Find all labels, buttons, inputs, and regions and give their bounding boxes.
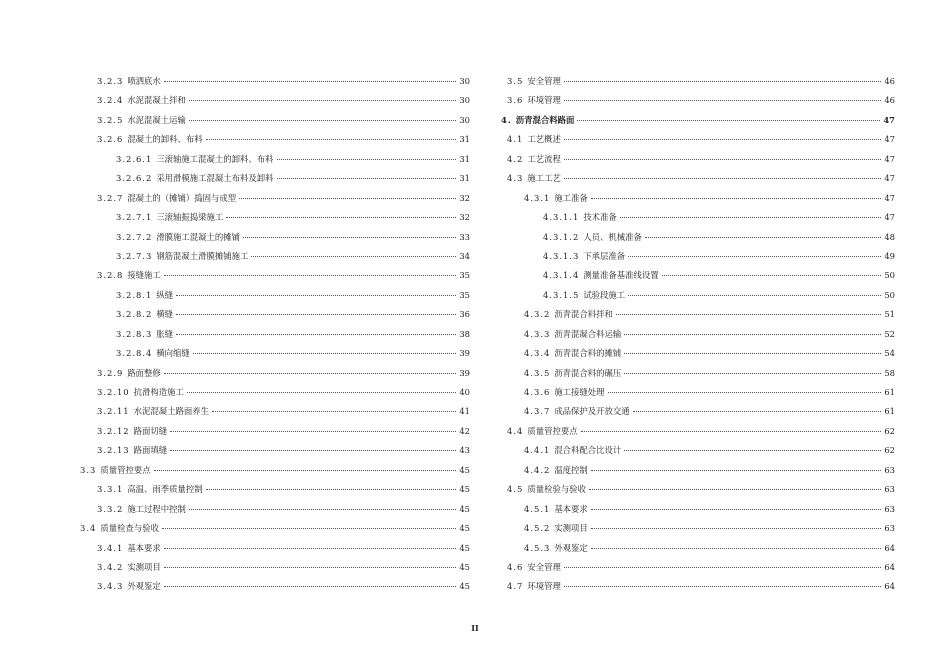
toc-entry-number: 4.1 xyxy=(507,134,524,145)
toc-entry-number: 3.2.11 xyxy=(97,406,130,417)
toc-entry[interactable] xyxy=(70,91,470,110)
toc-entry-title: 路面切缝 xyxy=(133,425,168,436)
toc-entry-number: 3.2.5 xyxy=(97,114,124,125)
toc-entry[interactable] xyxy=(497,208,895,227)
toc-entry-number: 3.2.3 xyxy=(97,76,124,86)
toc-entry-page: 31 xyxy=(459,134,470,145)
toc-entry-number: 3.3.1 xyxy=(97,484,124,495)
dot-leader xyxy=(154,469,457,471)
toc-entry[interactable] xyxy=(70,247,470,266)
toc-entry[interactable] xyxy=(497,189,895,208)
toc-entry-title: 质量检查与验收 xyxy=(100,523,159,534)
toc-entry-page: 61 xyxy=(884,406,895,417)
toc-entry-page: 64 xyxy=(884,581,895,592)
toc-entry-number: 4.2 xyxy=(507,153,524,164)
toc-entry[interactable] xyxy=(70,228,470,247)
toc-entry-title: 工艺流程 xyxy=(527,153,561,164)
toc-entry-number: 4.3.1.4 xyxy=(543,270,580,281)
toc-entry-number: 3.2.6.2 xyxy=(116,173,153,184)
dot-leader xyxy=(564,138,882,140)
toc-entry-page: 63 xyxy=(884,523,895,534)
toc-entry-title: 施工准备 xyxy=(554,192,588,203)
toc-entry[interactable] xyxy=(70,150,470,169)
toc-entry[interactable] xyxy=(70,461,470,480)
toc-entry-number: 3.2.8.2 xyxy=(116,309,153,320)
toc-entry[interactable] xyxy=(70,325,470,344)
dot-leader xyxy=(243,236,456,238)
dot-leader xyxy=(164,547,457,549)
toc-entry[interactable] xyxy=(497,130,895,149)
toc-entry-page: 63 xyxy=(884,484,895,495)
toc-entry-page: 45 xyxy=(459,542,470,553)
toc-entry-title: 喷洒底水 xyxy=(127,76,161,86)
toc-entry-page: 61 xyxy=(884,387,895,397)
toc-entry-page: 47 xyxy=(884,134,895,145)
toc-entry[interactable] xyxy=(497,305,895,324)
toc-entry-title: 安全管理 xyxy=(527,561,561,572)
toc-entry-number: 3.2.8.4 xyxy=(116,348,153,359)
toc-entry[interactable] xyxy=(70,402,470,421)
toc-entry-number: 4.5.2 xyxy=(524,523,551,534)
toc-entry[interactable] xyxy=(497,441,895,460)
toc-entry-number: 3.2.12 xyxy=(97,425,130,436)
dot-leader xyxy=(189,99,456,101)
toc-entry-number: 4.3.2 xyxy=(524,309,551,320)
toc-entry-number: 3.4.2 xyxy=(97,561,124,572)
toc-entry[interactable] xyxy=(497,91,895,110)
toc-entry-page: 51 xyxy=(884,309,895,320)
toc-entry-title: 质量管控要点 xyxy=(100,464,151,475)
toc-entry-page: 50 xyxy=(884,289,895,300)
dot-leader xyxy=(206,488,457,490)
toc-entry-title: 三滚轴振捣梁施工 xyxy=(156,212,224,223)
toc-entry-page: 63 xyxy=(884,503,895,514)
dot-leader xyxy=(162,527,456,529)
dot-leader xyxy=(176,294,456,296)
toc-entry[interactable] xyxy=(497,286,895,305)
toc-entry-title: 外观鉴定 xyxy=(127,581,161,592)
dot-leader xyxy=(564,158,882,160)
toc-entry-number: 3.2.9 xyxy=(97,367,124,378)
toc-entry-page: 39 xyxy=(459,348,470,359)
toc-entry[interactable] xyxy=(497,577,895,596)
dot-leader xyxy=(170,430,456,432)
toc-entry-number: 4.3.5 xyxy=(524,367,551,378)
dot-leader xyxy=(193,352,457,354)
toc-entry-number: 4.3.6 xyxy=(524,387,551,397)
toc-entry-page: 41 xyxy=(459,406,470,417)
toc-entry-page: 62 xyxy=(884,445,895,456)
toc-entry-title: 路面整修 xyxy=(127,367,161,378)
dot-leader xyxy=(176,313,456,315)
toc-entry[interactable] xyxy=(497,500,895,519)
toc-entry[interactable] xyxy=(497,422,895,441)
toc-entry-page: 36 xyxy=(459,309,470,320)
toc-entry-number: 3.2.13 xyxy=(97,445,130,456)
dot-leader xyxy=(645,236,881,238)
toc-entry[interactable] xyxy=(497,325,895,344)
dot-leader xyxy=(624,333,881,335)
toc-entry-number: 4.3.1.5 xyxy=(543,289,580,300)
toc-entry-title: 试验段施工 xyxy=(583,289,626,300)
toc-entry[interactable] xyxy=(497,111,895,130)
dot-leader xyxy=(226,216,456,218)
toc-entry-number: 4.4.1 xyxy=(524,445,551,456)
dot-leader xyxy=(591,508,882,510)
toc-entry-page: 30 xyxy=(459,95,470,106)
footer-page-number: II xyxy=(471,623,479,633)
toc-entry-number: 4.5.3 xyxy=(524,542,551,553)
dot-leader xyxy=(189,508,456,510)
toc-entry[interactable] xyxy=(70,72,470,91)
toc-entry-page: 34 xyxy=(459,250,470,261)
toc-entry-number: 3.3.2 xyxy=(97,503,124,514)
toc-entry[interactable] xyxy=(70,422,470,441)
toc-entry-page: 46 xyxy=(884,76,895,86)
toc-entry-page: 58 xyxy=(884,367,895,378)
toc-entry-title: 施工工艺 xyxy=(527,173,561,184)
dot-leader xyxy=(189,119,456,121)
toc-entry-number: 4.6 xyxy=(507,561,524,572)
toc-entry-number: 4.3.7 xyxy=(524,406,551,417)
toc-entry-page: 52 xyxy=(884,328,895,339)
toc-entry-page: 31 xyxy=(459,153,470,164)
toc-entry[interactable] xyxy=(497,344,895,363)
toc-entry[interactable] xyxy=(70,111,470,130)
toc-entry[interactable] xyxy=(497,72,895,91)
toc-entry-page: 35 xyxy=(459,270,470,281)
toc-entry-page: 47 xyxy=(884,192,895,203)
toc-entry[interactable] xyxy=(497,402,895,421)
toc-entry-number: 4.3 xyxy=(507,173,524,184)
dot-leader xyxy=(628,255,881,257)
dot-leader xyxy=(164,372,457,374)
dot-leader xyxy=(624,372,881,374)
toc-entry-page: 47 xyxy=(883,114,895,125)
toc-entry-page: 49 xyxy=(884,250,895,261)
toc-entry-title: 实测项目 xyxy=(127,561,161,572)
dot-leader xyxy=(591,469,882,471)
toc-entry-page: 45 xyxy=(459,523,470,534)
toc-entry-page: 30 xyxy=(459,76,470,86)
toc-entry[interactable] xyxy=(497,558,895,577)
dot-leader xyxy=(620,216,882,218)
toc-entry-number: 3.2.8.3 xyxy=(116,328,153,339)
toc-entry[interactable] xyxy=(70,344,470,363)
toc-entry[interactable] xyxy=(70,558,470,577)
toc-right-column xyxy=(497,72,895,597)
toc-entry-title: 环境管理 xyxy=(527,581,561,592)
toc-entry-title: 施工过程中控制 xyxy=(127,503,186,514)
toc-entry-number: 4.4 xyxy=(507,425,524,436)
dot-leader xyxy=(589,488,881,490)
toc-entry-page: 42 xyxy=(459,425,470,436)
toc-entry[interactable] xyxy=(70,480,470,499)
toc-entry-page: 31 xyxy=(459,173,470,184)
toc-entry-page: 43 xyxy=(459,445,470,456)
toc-entry[interactable] xyxy=(70,383,470,402)
dot-leader xyxy=(564,177,882,179)
dot-leader xyxy=(564,566,882,568)
toc-entry[interactable] xyxy=(497,247,895,266)
toc-entry[interactable] xyxy=(497,364,895,383)
toc-entry[interactable] xyxy=(70,208,470,227)
toc-entry[interactable] xyxy=(70,130,470,149)
toc-entry-title: 接缝施工 xyxy=(127,270,161,281)
toc-entry-number: 3.2.7 xyxy=(97,192,124,203)
toc-entry-title: 温度控制 xyxy=(554,464,588,475)
dot-leader xyxy=(206,138,457,140)
dot-leader xyxy=(633,410,882,412)
dot-leader xyxy=(176,333,456,335)
toc-entry-number: 3.2.7.2 xyxy=(116,231,153,242)
toc-entry-title: 横缝 xyxy=(156,309,174,320)
toc-entry[interactable] xyxy=(70,364,470,383)
toc-entry-page: 30 xyxy=(459,114,470,125)
toc-entry-number: 3.2.6.1 xyxy=(116,153,153,164)
dot-leader xyxy=(608,391,882,393)
toc-entry-page: 45 xyxy=(459,464,470,475)
toc-entry-page: 47 xyxy=(884,153,895,164)
toc-entry[interactable] xyxy=(70,305,470,324)
toc-entry-page: 33 xyxy=(459,231,470,242)
toc-entry-number: 3.2.7.3 xyxy=(116,250,153,261)
toc-entry-number: 4.3.4 xyxy=(524,348,551,359)
toc-entry-page: 45 xyxy=(459,581,470,592)
toc-entry-page: 45 xyxy=(459,561,470,572)
dot-leader xyxy=(170,449,456,451)
toc-entry-number: 4. xyxy=(501,114,512,125)
toc-entry[interactable] xyxy=(497,519,895,538)
toc-entry-title: 施工接缝处理 xyxy=(554,387,605,397)
toc-entry-number: 4.3.1.1 xyxy=(543,212,580,223)
toc-entry-page: 48 xyxy=(884,231,895,242)
toc-entry-title: 纵缝 xyxy=(156,289,174,300)
toc-entry-title: 质量管控要点 xyxy=(527,425,578,436)
toc-entry-number: 4.3.3 xyxy=(524,328,551,339)
toc-entry-title: 横向缩缝 xyxy=(156,348,190,359)
toc-entry[interactable] xyxy=(70,286,470,305)
toc-entry-title: 实测项目 xyxy=(554,523,588,534)
toc-entry-page: 35 xyxy=(459,289,470,300)
toc-entry-number: 3.4.1 xyxy=(97,542,124,553)
toc-left-column xyxy=(70,72,470,597)
toc-entry-number: 3.2.4 xyxy=(97,95,124,106)
toc-entry[interactable] xyxy=(70,539,470,558)
dot-leader xyxy=(624,449,881,451)
toc-entry-page: 47 xyxy=(884,173,895,184)
toc-entry-number: 3.2.8.1 xyxy=(116,289,153,300)
toc-entry-title: 技术准备 xyxy=(583,212,617,223)
toc-entry-number: 3.6 xyxy=(507,95,524,106)
toc-entry-title: 基本要求 xyxy=(127,542,161,553)
toc-entry-number: 4.7 xyxy=(507,581,524,592)
toc-entry[interactable] xyxy=(497,480,895,499)
toc-entry-number: 4.3.1 xyxy=(524,192,551,203)
toc-entry-number: 3.2.8 xyxy=(97,270,124,281)
dot-leader xyxy=(164,585,457,587)
toc-entry-number: 4.3.1.3 xyxy=(543,250,580,261)
toc-entry-page: 46 xyxy=(884,95,895,106)
dot-leader xyxy=(564,80,882,82)
dot-leader xyxy=(251,255,456,257)
toc-entry-title: 混合料配合比设计 xyxy=(554,445,622,456)
toc-entry-title: 外观鉴定 xyxy=(554,542,588,553)
toc-entry-title: 胀缝 xyxy=(156,328,174,339)
dot-leader xyxy=(277,177,457,179)
toc-entry-number: 4.5.1 xyxy=(524,503,551,514)
toc-entry[interactable] xyxy=(497,228,895,247)
toc-entry-title: 人员、机械准备 xyxy=(583,231,642,242)
toc-entry-number: 3.5 xyxy=(507,76,524,86)
toc-entry-page: 32 xyxy=(459,192,470,203)
toc-entry-title: 沥青混合料的碾压 xyxy=(554,367,622,378)
toc-entry-title: 钢筋混凝土滑膜摊铺施工 xyxy=(156,250,249,261)
toc-entry[interactable] xyxy=(70,519,470,538)
toc-entry-title: 路面填缝 xyxy=(133,445,168,456)
toc-entry-title: 沥青混合料的摊铺 xyxy=(554,348,622,359)
toc-entry-number: 3.2.6 xyxy=(97,134,124,145)
toc-entry-page: 40 xyxy=(459,387,470,397)
toc-entry[interactable] xyxy=(70,500,470,519)
toc-entry-title: 水泥混凝土运输 xyxy=(127,114,186,125)
dot-leader xyxy=(616,313,881,315)
toc-entry-page: 45 xyxy=(459,503,470,514)
dot-leader xyxy=(277,158,457,160)
dot-leader xyxy=(564,99,882,101)
toc-entry[interactable] xyxy=(70,266,470,285)
toc-entry-page: 50 xyxy=(884,270,895,281)
dot-leader xyxy=(591,547,882,549)
dot-leader xyxy=(591,527,882,529)
toc-entry-number: 3.2.7.1 xyxy=(116,212,153,223)
toc-entry-number: 3.4 xyxy=(80,523,97,534)
toc-entry-title: 环境管理 xyxy=(527,95,561,106)
dot-leader xyxy=(628,294,881,296)
dot-leader xyxy=(662,274,882,276)
toc-entry-title: 混凝土的卸料、布料 xyxy=(127,134,203,145)
toc-entry[interactable] xyxy=(497,461,895,480)
toc-entry-number: 3.4.3 xyxy=(97,581,124,592)
dot-leader xyxy=(624,352,881,354)
dot-leader xyxy=(577,119,880,121)
toc-entry[interactable] xyxy=(497,150,895,169)
toc-entry-page: 45 xyxy=(459,484,470,495)
toc-entry[interactable] xyxy=(497,266,895,285)
toc-entry[interactable] xyxy=(497,169,895,188)
dot-leader xyxy=(591,197,882,199)
toc-entry-page: 54 xyxy=(884,348,895,359)
toc-entry-title: 水泥混凝土拌和 xyxy=(127,95,186,106)
toc-entry-number: 4.3.1.2 xyxy=(543,231,580,242)
toc-entry-page: 64 xyxy=(884,561,895,572)
toc-entry-title: 成品保护及开放交通 xyxy=(554,406,630,417)
dot-leader xyxy=(581,430,882,432)
toc-entry-title: 基本要求 xyxy=(554,503,588,514)
toc-entry[interactable] xyxy=(70,441,470,460)
toc-entry-title: 高温、雨季质量控制 xyxy=(127,484,203,495)
toc-entry-page: 64 xyxy=(884,542,895,553)
toc-entry-number: 3.2.10 xyxy=(97,387,130,397)
toc-entry-title: 测量准备基准线设置 xyxy=(583,270,659,281)
dot-leader xyxy=(187,391,456,393)
toc-entry-title: 沥青混凝合料运输 xyxy=(554,328,622,339)
dot-leader xyxy=(564,585,882,587)
toc-entry-title: 质量检验与验收 xyxy=(527,484,586,495)
toc-entry[interactable] xyxy=(70,169,470,188)
dot-leader xyxy=(164,80,457,82)
toc-entry-title: 下承层准备 xyxy=(583,250,626,261)
toc-entry-number: 4.5 xyxy=(507,484,524,495)
toc-entry-page: 38 xyxy=(459,328,470,339)
dot-leader xyxy=(164,274,457,276)
toc-entry-title: 三滚轴施工混凝土的卸料、布料 xyxy=(156,153,274,164)
toc-entry-title: 安全管理 xyxy=(527,76,561,86)
toc-entry-page: 63 xyxy=(884,464,895,475)
toc-entry-title: 沥青混合料路面 xyxy=(515,114,575,125)
toc-entry-page: 47 xyxy=(884,212,895,223)
toc-entry-title: 混凝土的（摊铺）捣固与成型 xyxy=(127,192,237,203)
toc-entry-number: 3.3 xyxy=(80,464,97,475)
toc-entry[interactable] xyxy=(497,383,895,402)
dot-leader xyxy=(164,566,457,568)
toc-entry[interactable] xyxy=(70,577,470,596)
toc-entry[interactable] xyxy=(70,189,470,208)
toc-entry-page: 32 xyxy=(459,212,470,223)
toc-entry-title: 采用滑模施工混凝土布料及卸料 xyxy=(156,173,274,184)
toc-entry-title: 滑膜施工混凝土的摊铺 xyxy=(156,231,241,242)
dot-leader xyxy=(212,410,456,412)
toc-entry-title: 抗滑构造施工 xyxy=(133,387,184,397)
toc-entry[interactable] xyxy=(497,539,895,558)
toc-entry-title: 水泥混凝土路面养生 xyxy=(133,406,210,417)
dot-leader xyxy=(239,197,456,199)
toc-entry-title: 沥青混合料拌和 xyxy=(554,309,613,320)
toc-entry-page: 62 xyxy=(884,425,895,436)
toc-entry-page: 39 xyxy=(459,367,470,378)
toc-entry-title: 工艺概述 xyxy=(527,134,561,145)
toc-entry-number: 4.4.2 xyxy=(524,464,551,475)
